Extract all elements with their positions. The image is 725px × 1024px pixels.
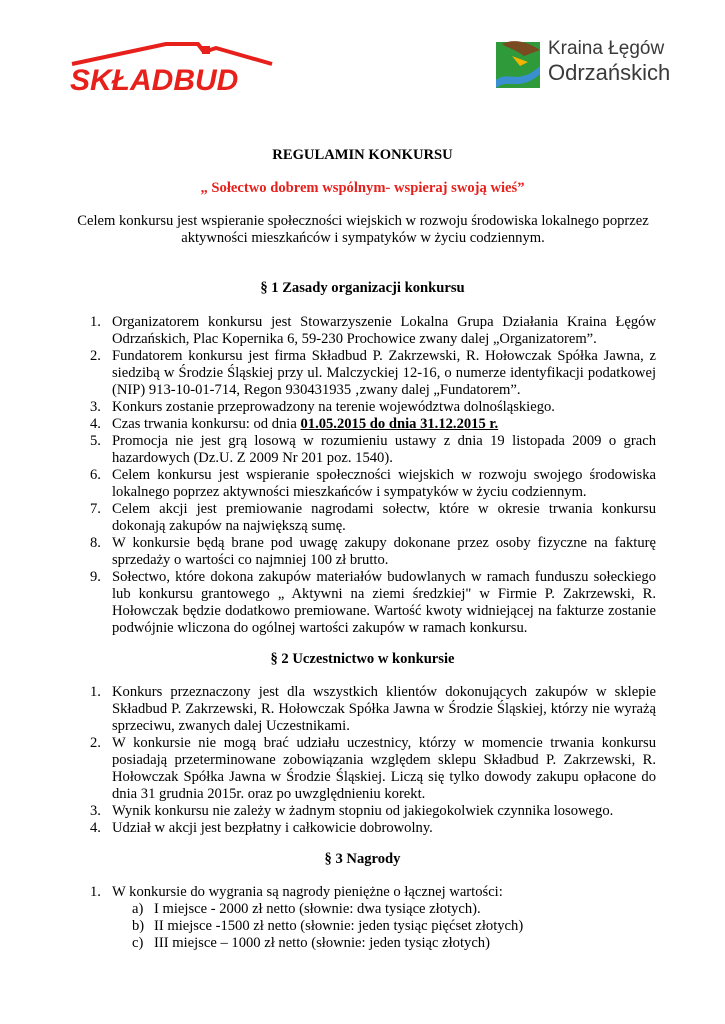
list-item: 3. Konkurs zostanie przeprowadzony na terenie województwa dolnośląskiego. (90, 399, 555, 415)
list-item: 4. Udział w akcji jest bezpłatny i całkowicie dobrowolny. (90, 820, 433, 836)
intro-paragraph: Celem konkursu jest wspieranie społeczności wiejskich w rozwoju środowiska lokalnego poprzez aktywności mieszkańców i sympatyków w życiu codziennym. (77, 213, 649, 246)
list-item: 6. Celem konkursu jest wspieranie społeczności wiejskich w rozwoju swojego środowiska lokalnego poprzez aktywności mieszkańców i sympatyków w życiu codziennym. (90, 467, 656, 500)
section-1-list (70, 314, 656, 637)
list-item: 1. Konkurs przeznaczony jest dla wszystkich klientów dokonujących zakupów w sklepie Składbud P. Zakrzewski, R. Hołowczak Spółka Jawna w Środzie Śląskiej, którzy nie wyrażą sprzeciwu, zwanych dalej Uczestnikami. (90, 684, 656, 734)
skladbud-roof-icon (66, 40, 280, 96)
prize-item: a) I miejsce - 2000 zł netto (słownie: dwa tysiące złotych). (132, 901, 481, 917)
list-item: 1. W konkursie do wygrania są nagrody pieniężne o łącznej wartości: a) I miejsce - 2000 zł netto (słownie: dwa tysiące złotych). b) II miejsce -1500 zł netto (słownie: jeden tysiąc pięćset złotych) c) III miejsce – 1000 zł netto (słownie: jeden tysiąc złotych) (70, 884, 656, 952)
section-3-heading: § 3 Nagrody (324, 851, 401, 867)
contest-dates: 01.05.2015 do dnia 31.12.2015 r. (300, 416, 499, 432)
bird-river-icon (494, 36, 544, 92)
document-title: REGULAMIN KONKURSU (272, 147, 453, 163)
odrzanskich-text: Odrzańskich (548, 60, 671, 85)
skladbud-logo-text: SKŁADBUD (70, 64, 239, 96)
prize-item: c) III miejsce – 1000 zł netto (słownie: jeden tysiąc złotych) (132, 935, 490, 951)
section-2-list (70, 684, 656, 837)
section-1-heading: § 1 Zasady organizacji konkursu (260, 280, 465, 296)
list-item: 8. W konkursie będą brane pod uwagę zakupy dokonane przez osoby fizyczne na fakturę sprzedaży o wartości co najmniej 100 zł brutto. (90, 535, 656, 568)
section-3-list (70, 884, 656, 952)
prize-item: b) II miejsce -1500 zł netto (słownie: jeden tysiąc pięćset złotych) (132, 918, 524, 934)
list-item: 9. Sołectwo, które dokona zakupów materiałów budowlanych w ramach funduszu sołeckiego lub konkursu grantowego „ Aktywni na ziemi średzkiej" w Firmie P. Zakrzewski, R. Hołowczak będzie dodatkowo premiowane. Wartość kwoty widniejącej na fakturze zostanie podwójnie wliczona do ogólnej wartości zakupów w ramach konkursu. (90, 569, 656, 636)
section-2-heading: § 2 Uczestnictwo w konkursie (270, 651, 455, 667)
list-item: 1. Organizatorem konkursu jest Stowarzyszenie Lokalna Grupa Działania Kraina Łęgów Odrzańskich, Plac Kopernika 6, 59-230 Prochowice zwany dalej „Organizatorem”. (90, 314, 656, 347)
list-item: 2. Fundatorem konkursu jest firma Składbud P. Zakrzewski, R. Hołowczak Spółka Jawna, z siedzibą w Środzie Śląskiej przy ul. Malczyckiej 12-16, o numerze identyfikacji podatkowej (NIP) 913-10-01-714, Regon 930431935 ‚zwany dalej „Fundatorem”. (90, 348, 656, 398)
kraina-legow-logo (494, 36, 674, 96)
skladbud-logo (66, 40, 280, 96)
list-item: 3. Wynik konkursu nie zależy w żadnym stopniu od jakiegokolwiek czynnika losowego. (90, 803, 614, 819)
kraina-legow-text: Kraina Łęgów (548, 38, 665, 59)
document-subtitle: „ Sołectwo dobrem wspólnym- wspieraj swoją wieś” (200, 180, 525, 196)
list-item: 4. Czas trwania konkursu: od dnia 01.05.2015 do dnia 31.12.2015 r. (90, 416, 499, 432)
list-item: 7. Celem akcji jest premiowanie nagrodami sołectw, które w okresie trwania konkursu dokonają zakupów na największą sumę. (90, 501, 656, 534)
list-item: 2. W konkursie nie mogą brać udziału uczestnicy, którzy w momencie trwania konkursu posiadają przeterminowane zobowiązania względem sklepu Składbud P. Zakrzewski, R. Hołowczak Spółka Jawna w Środzie Śląskiej. Liczą się tylko dowody zakupu opłacone do dnia 31 grudnia 2015r. oraz po uwzględnieniu korekt. (90, 735, 656, 802)
list-item: 5. Promocja nie jest grą losową w rozumieniu ustawy z dnia 19 listopada 2009 o grach hazardowych (Dz.U. Z 2009 Nr 201 poz. 1540). (90, 433, 656, 466)
prize-list (112, 901, 656, 952)
